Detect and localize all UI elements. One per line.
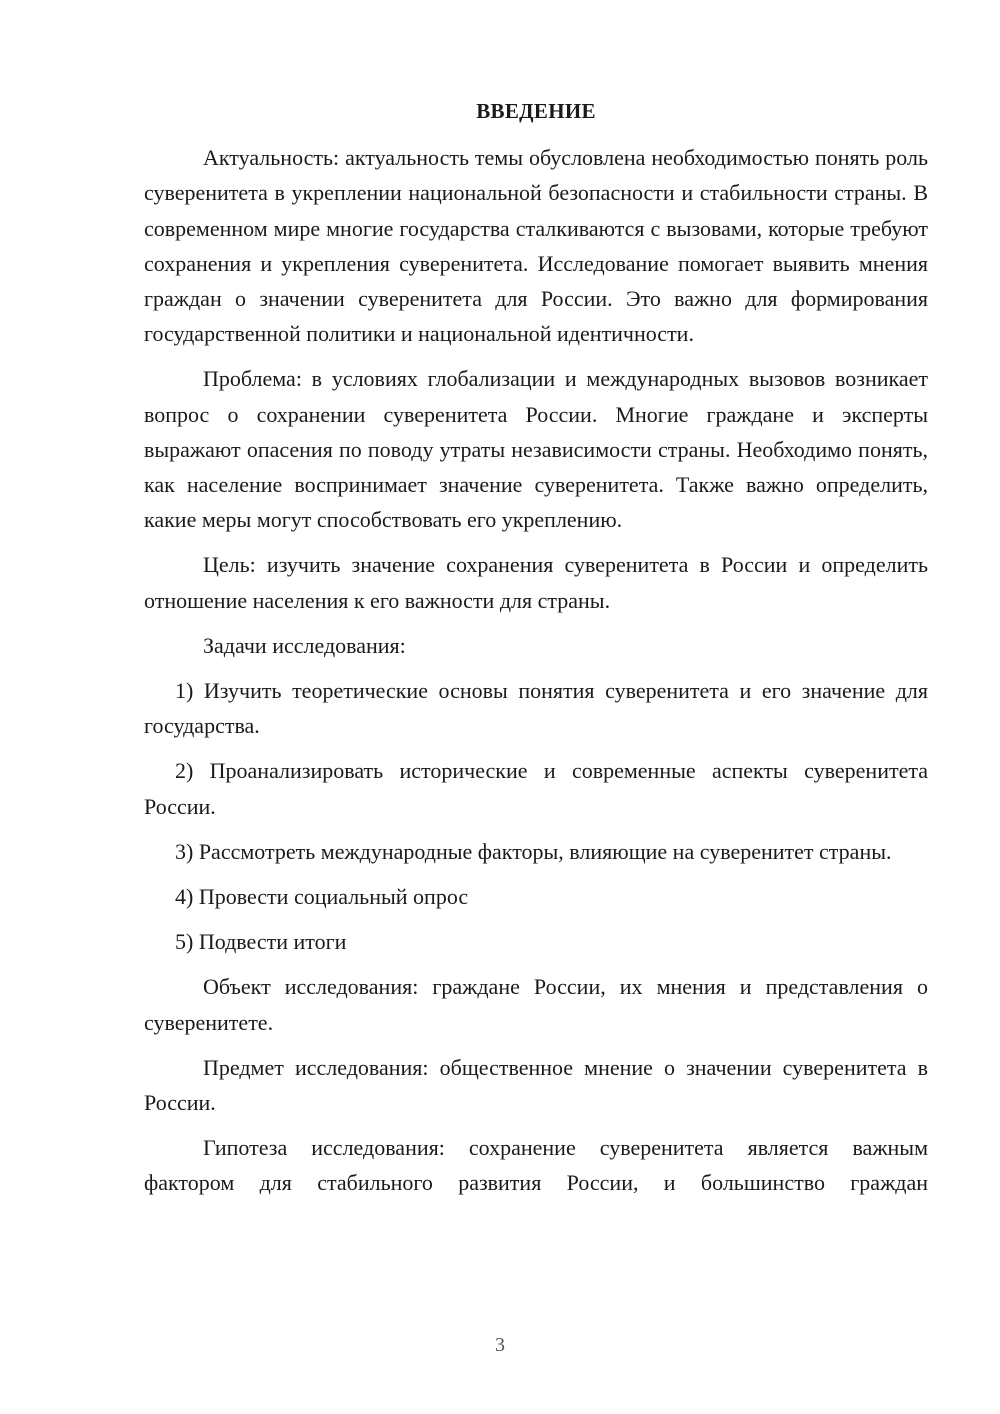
page-number: 3: [495, 1334, 505, 1356]
hypothesis-paragraph: Гипотеза исследования: сохранение суверенитета является важным фактором для стабильного развития России, и большинство граждан: [144, 1135, 928, 1196]
task-item-2: 2) Проанализировать исторические и современные аспекты суверенитета России.: [144, 758, 928, 819]
task-item-3: 3) Рассмотреть международные факторы, влияющие на суверенитет страны.: [175, 838, 892, 864]
object-paragraph: Объект исследования: граждане России, их мнения и представления о суверенитете.: [144, 974, 928, 1035]
relevance-paragraph: Актуальность: актуальность темы обусловлена необходимостью понять роль суверенитета в укреплении национальной безопасности и стабильности страны. В современном мире многие государства сталкиваются с вызовами, которые требуют сохранения и укрепления суверенитета. Исследование помогает выявить мнения граждан о значении суверенитета для России. Это важно для формирования государственной политики и национальной идентичности.: [144, 145, 928, 347]
problem-paragraph: Проблема: в условиях глобализации и международных вызовов возникает вопрос о сохранении суверенитета России. Многие граждане и эксперты выражают опасения по поводу утраты независимости страны. Необходимо понять, как население воспринимает значение суверенитета. Также важно определить, какие меры могут способствовать его укреплению.: [144, 366, 928, 533]
goal-paragraph: Цель: изучить значение сохранения суверенитета в России и определить отношение населения к его важности для страны.: [144, 552, 928, 613]
document-page: [144, 94, 928, 1211]
task-item-4: 4) Провести социальный опрос: [175, 884, 469, 910]
section-heading: ВВЕДЕНИЕ: [476, 99, 596, 123]
tasks-title: Задачи исследования:: [203, 632, 406, 658]
task-item-5: 5) Подвести итоги: [175, 929, 347, 955]
task-item-1: 1) Изучить теоретические основы понятия суверенитета и его значение для государства.: [144, 678, 928, 739]
subject-paragraph: Предмет исследования: общественное мнение о значении суверенитета в России.: [144, 1054, 928, 1116]
